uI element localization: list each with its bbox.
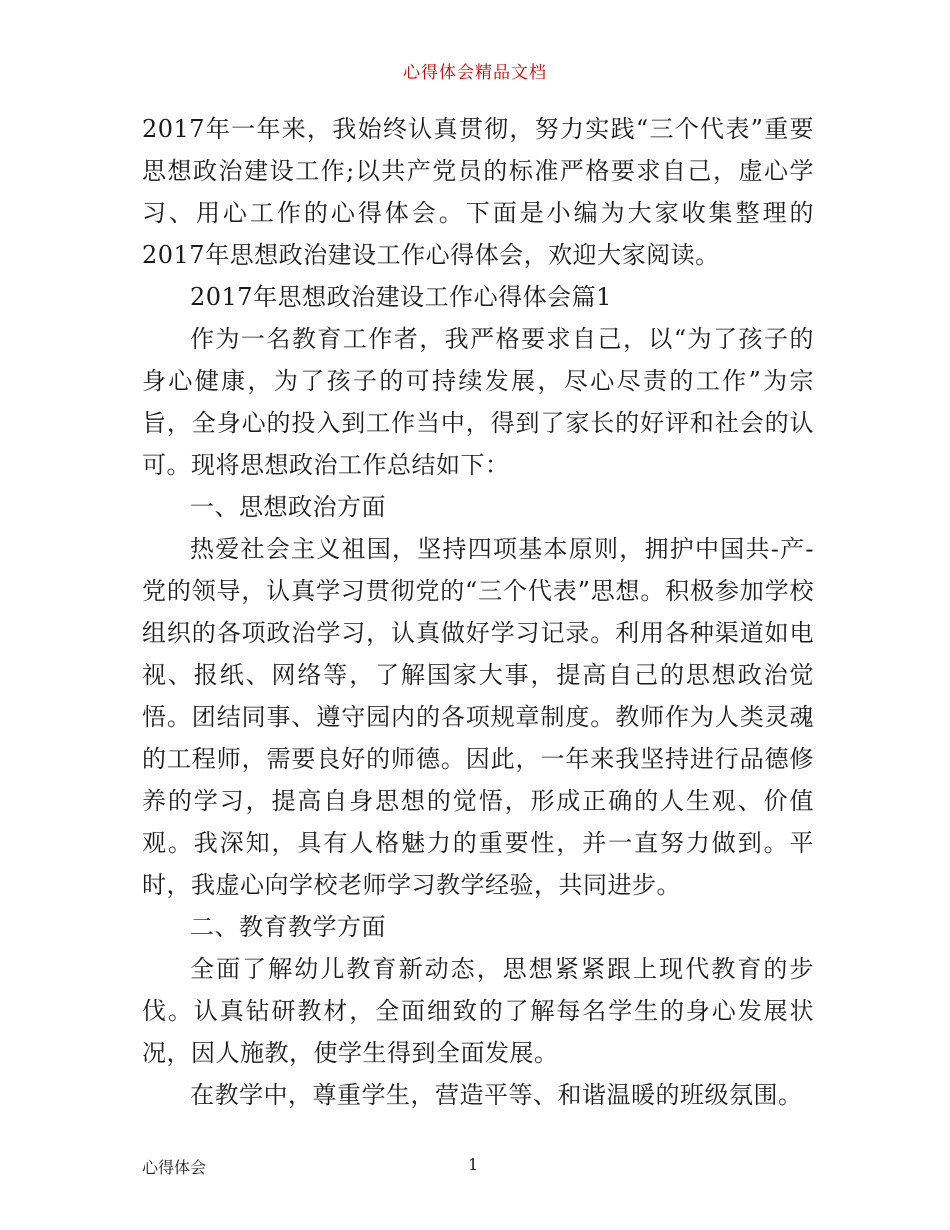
- body-paragraph: 作为一名教育工作者，我严格要求自己，以“为了孩子的身心健康，为了孩子的可持续发展，尽心尽责的工作”为宗旨，全身心的投入到工作当中，得到了家长的好评和社会的认可。现将思想政治工作总结如下：: [142, 325, 814, 479]
- section-heading-teaching: 二、教育教学方面: [190, 913, 386, 941]
- page-header-title: 心得体会精品文档: [403, 63, 547, 83]
- section-heading-political: 一、思想政治方面: [190, 493, 386, 521]
- footer-label: 心得体会: [142, 1158, 207, 1177]
- body-paragraph: 在教学中，尊重学生，营造平等、和谐温暖的班级氛围。: [190, 1081, 803, 1109]
- intro-paragraph: 2017年一年来，我始终认真贯彻，努力实践“三个代表”重要思想政治建设工作;以共产党员的标准严格要求自己，虚心学习、用心工作的心得体会。下面是小编为大家收集整理的2017年思想政治建设工作心得体会，欢迎大家阅读。: [142, 115, 814, 269]
- body-paragraph: 全面了解幼儿教育新动态，思想紧紧跟上现代教育的步伐。认真钻研教材，全面细致的了解每名学生的身心发展状况，因人施教，使学生得到全面发展。: [142, 955, 814, 1067]
- page-number: 1: [468, 1155, 479, 1174]
- article-subtitle: 2017年思想政治建设工作心得体会篇1: [190, 283, 612, 311]
- document-body: [142, 108, 814, 1116]
- body-paragraph: 热爱社会主义祖国，坚持四项基本原则，拥护中国共-产-党的领导，认真学习贯彻党的“三个代表”思想。积极参加学校组织的各项政治学习，认真做好学习记录。利用各种渠道如电视、报纸、网络等，了解国家大事，提高自己的思想政治觉悟。团结同事、遵守园内的各项规章制度。教师作为人类灵魂的工程师，需要良好的师德。因此，一年来我坚持进行品德修养的学习，提高自身思想的觉悟，形成正确的人生观、价值观。我深知，具有人格魅力的重要性，并一直努力做到。平时，我虚心向学校老师学习教学经验，共同进步。: [142, 535, 814, 899]
